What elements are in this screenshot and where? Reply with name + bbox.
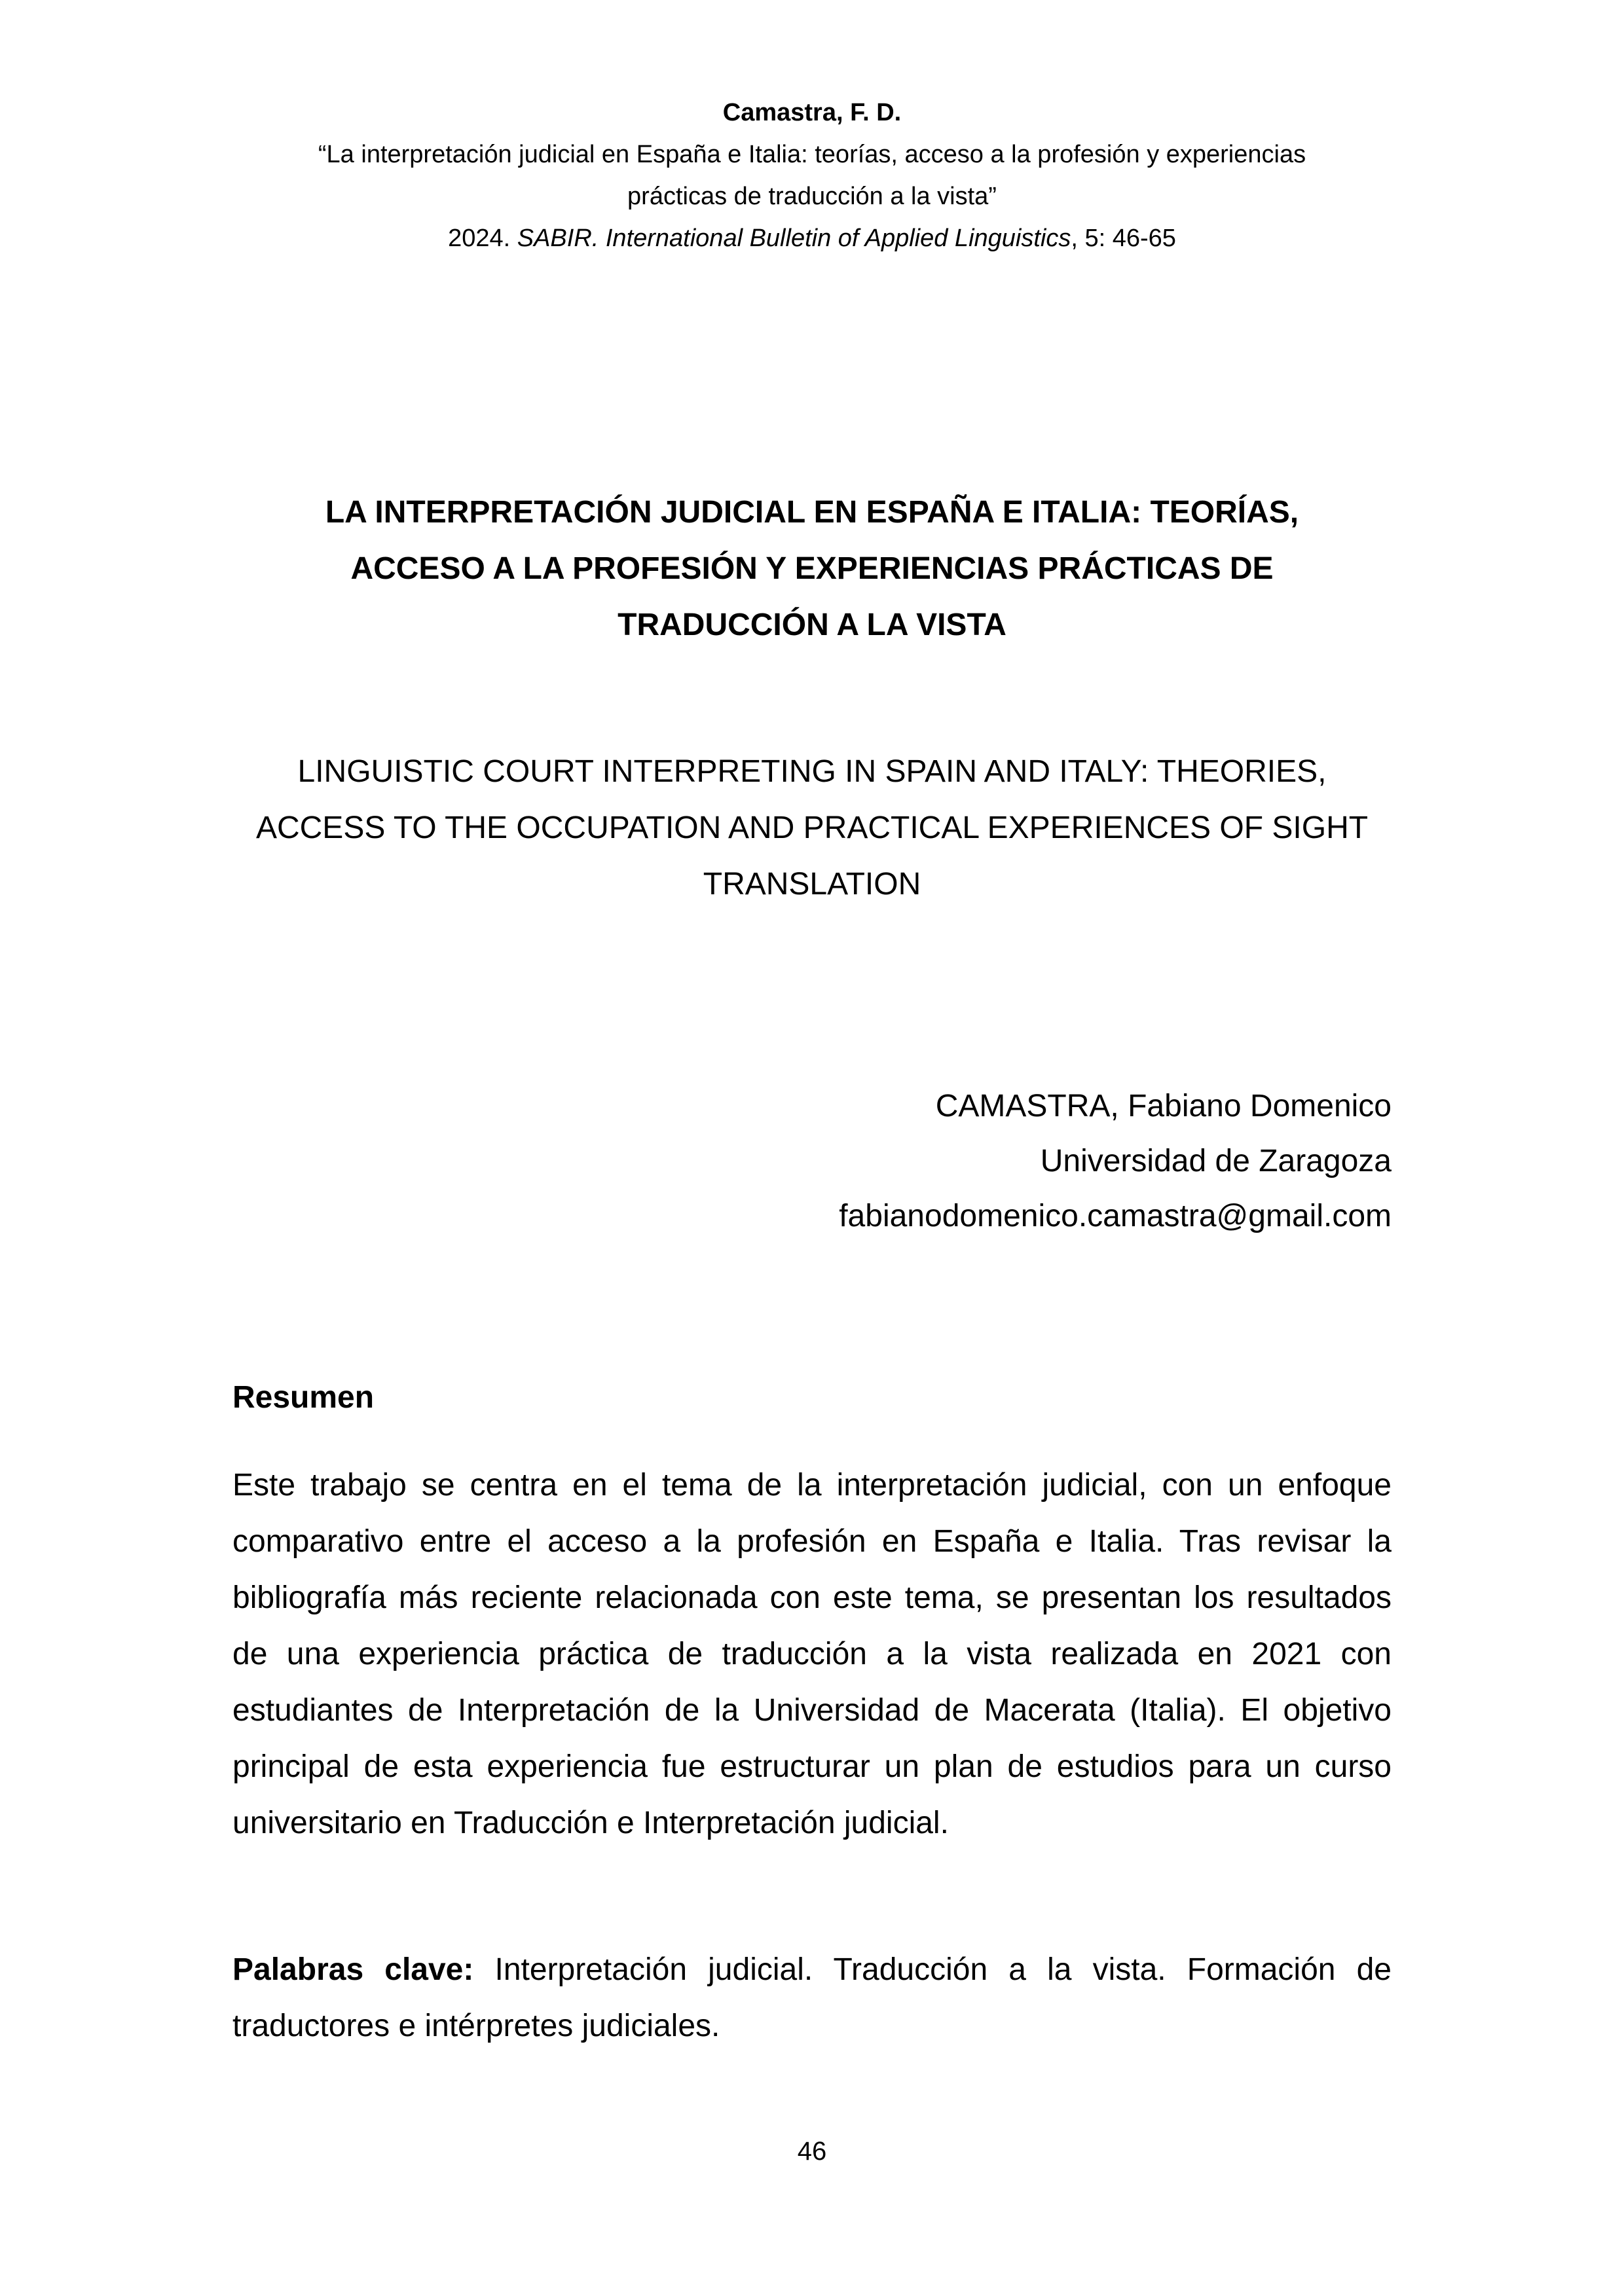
title-spanish <box>232 484 1392 653</box>
running-header <box>232 92 1392 259</box>
title-en-line1: LINGUISTIC COURT INTERPRETING IN SPAIN AND ITALY: THEORIES, <box>297 754 1327 789</box>
author-name: CAMASTRA, Fabiano Domenico <box>935 1089 1392 1123</box>
title-english <box>232 744 1392 913</box>
title-es-line1: LA INTERPRETACIÓN JUDICIAL EN ESPAÑA E ITALIA: TEORÍAS, <box>325 495 1299 530</box>
keywords-label: Palabras clave: <box>232 1952 474 1987</box>
title-es-line2: ACCESO A LA PROFESIÓN Y EXPERIENCIAS PRÁCTICAS DE <box>350 551 1274 586</box>
title-es-line3: TRADUCCIÓN A LA VISTA <box>618 608 1006 642</box>
header-article-title-line1: “La interpretación judicial en España e Italia: teorías, acceso a la profesión y experiencias <box>318 141 1306 168</box>
header-article-title-line2: prácticas de traducción a la vista” <box>627 183 997 210</box>
author-block <box>232 1079 1392 1244</box>
header-author: Camastra, F. D. <box>722 99 902 126</box>
keywords <box>232 1942 1392 2054</box>
author-email[interactable]: fabianodomenico.camastra@gmail.com <box>839 1199 1392 1233</box>
title-en-line3: TRANSLATION <box>703 867 921 902</box>
title-en-line2: ACCESS TO THE OCCUPATION AND PRACTICAL EXPERIENCES OF SIGHT <box>255 811 1369 845</box>
citation-volume-pages: , 5: 46-65 <box>1071 225 1176 252</box>
header-citation <box>232 217 1392 259</box>
citation-year: 2024. <box>448 225 517 252</box>
author-affiliation: Universidad de Zaragoza <box>1040 1144 1392 1178</box>
abstract-body: Este trabajo se centra en el tema de la interpretación judicial, con un enfoque comparativo entre el acceso a la profesión en España e Italia. Tras revisar la bibliografía más reciente relacionada con este tema, se presentan los resultados de una experiencia práctica de traducción a la vista realizada en 2021 con estudiantes de Interpretación de la Universidad de Macerata (Italia). El objetivo principal de esta experiencia fue estructurar un plan de estudios para un curso universitario en Traducción e Interpretación judicial. <box>232 1468 1392 1840</box>
citation-journal: SABIR. International Bulletin of Applied Linguistics <box>517 225 1071 252</box>
page-number: 46 <box>797 2137 827 2166</box>
keywords-text: Interpretación judicial. Traducción a la vista. Formación de traductores e intérpretes judiciales. <box>232 1952 1392 2043</box>
abstract-heading: Resumen <box>232 1380 375 1415</box>
